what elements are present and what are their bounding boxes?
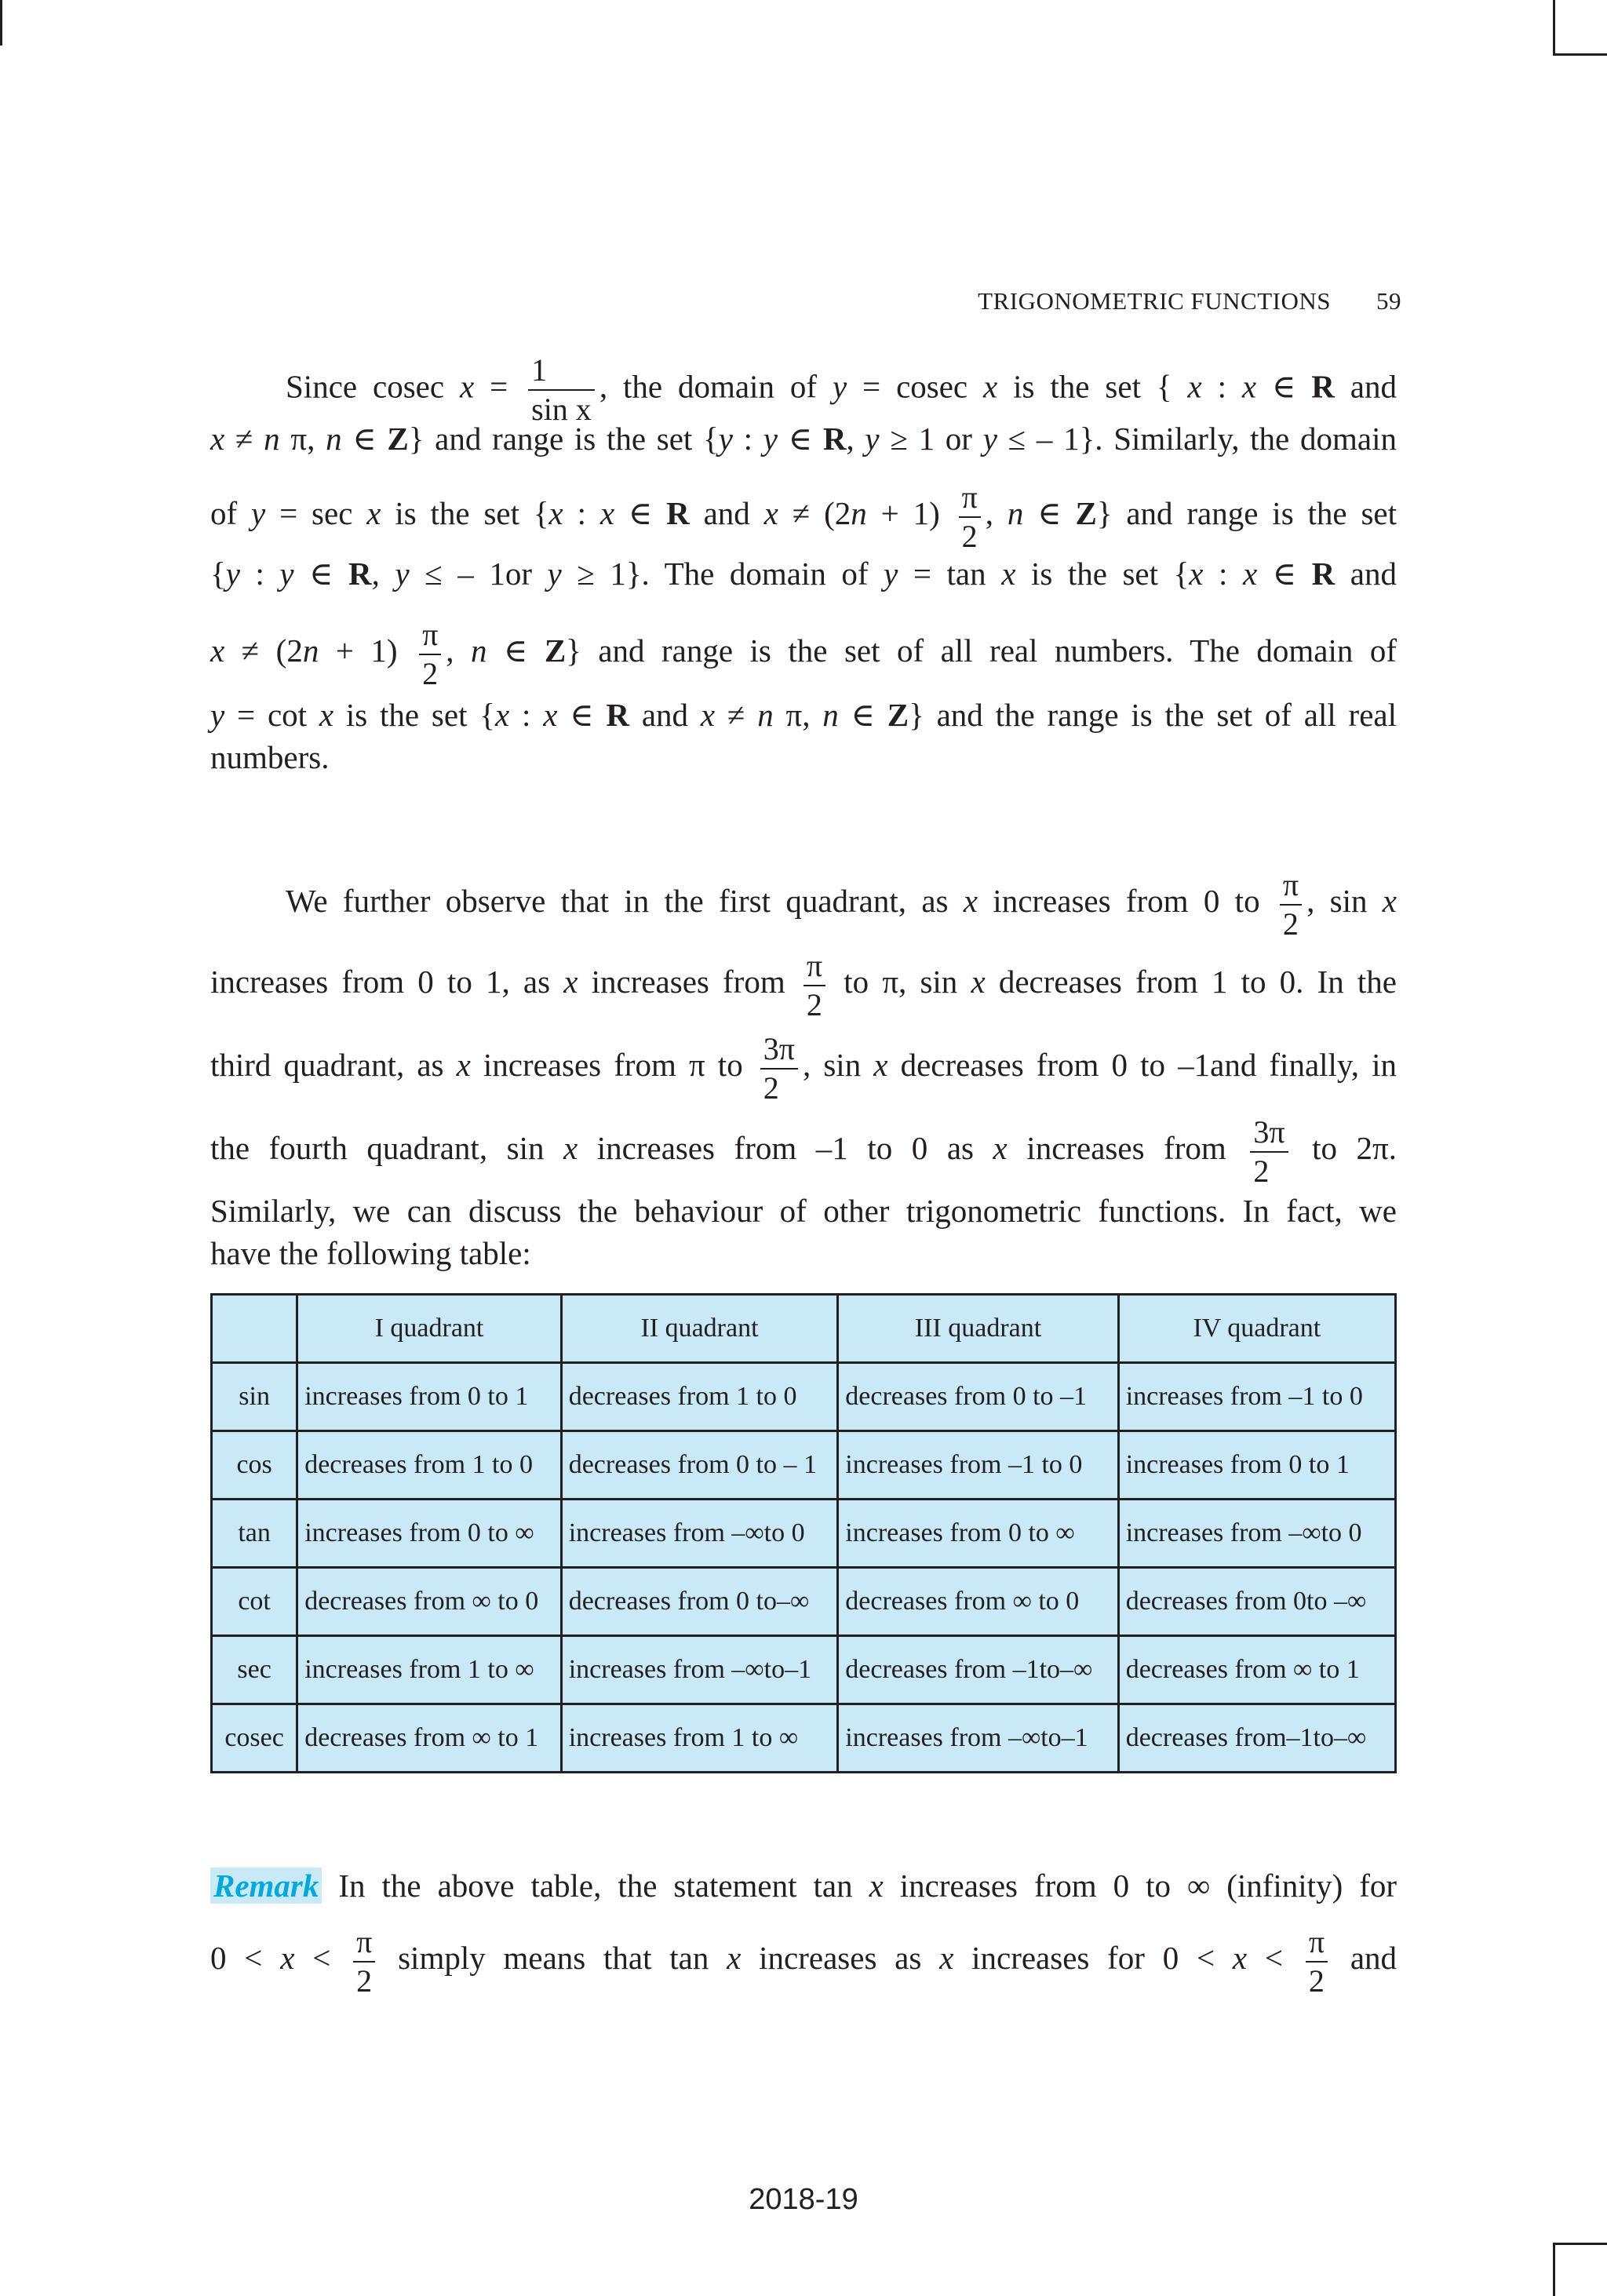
text-line: numbers. <box>210 739 330 775</box>
fraction-pi-over-2: $\frac{\pi}{2}$ <box>419 619 441 690</box>
table-cell: increases from 0 to 1 <box>297 1363 562 1431</box>
text-line: of y = sec x is the set {x : x ∈ R and x ≠ (2n + 1) $\frac{\pi}{2}$ , n ∈ Z} and range is the set <box>210 479 1397 554</box>
text-line: y = cot x is the set {x : x ∈ R and x ≠ n π, n ∈ Z} and the range is the set of all real <box>210 697 1397 733</box>
table-cell: increases from –∞to 0 <box>1118 1500 1395 1568</box>
table-cell: decreases from ∞ to 1 <box>297 1704 562 1773</box>
running-header <box>978 287 1401 315</box>
table-cell: increases from –1 to 0 <box>1118 1363 1395 1431</box>
crop-mark-top-right-horizontal <box>1553 53 1607 56</box>
function-name-cell: sin <box>212 1363 297 1431</box>
text-line: x ≠ n π, n ∈ Z} and range is the set {y : y ∈ R, y ≥ 1 or y ≤ – 1}. Similarly, the domain <box>210 421 1397 457</box>
text-line: {y : y ∈ R, y ≤ – 1or y ≥ 1}. The domain of y = tan x is the set {x : x ∈ R and <box>210 556 1397 592</box>
table-cell: decreases from ∞ to 0 <box>297 1568 562 1636</box>
table-header-cell <box>212 1295 297 1363</box>
crop-mark-bottom-right-horizontal <box>1553 2243 1607 2245</box>
table-header-cell: IV quadrant <box>1118 1295 1395 1363</box>
footer-year: 2018-19 <box>749 2183 858 2216</box>
table-row <box>212 1636 1396 1704</box>
text-line: Remark In the above table, the statement tan x increases from 0 to ∞ (infinity) for <box>210 1864 1397 1907</box>
table-cell: increases from –∞to 0 <box>561 1500 838 1568</box>
function-name-cell: cos <box>212 1431 297 1500</box>
table-cell: increases from 0 to ∞ <box>297 1500 562 1568</box>
table-header-row <box>212 1295 1396 1363</box>
text-line: x ≠ (2n + 1) $\frac{\pi}{2}$ , n ∈ Z} and range is the set of all real numbers. The domain of <box>210 616 1397 691</box>
chapter-title: TRIGONOMETRIC FUNCTIONS <box>978 287 1331 315</box>
function-name-cell: cot <box>212 1568 297 1636</box>
function-name-cell: cosec <box>212 1704 297 1773</box>
table-cell: decreases from ∞ to 0 <box>838 1568 1118 1636</box>
page-number: 59 <box>1376 287 1401 315</box>
table-cell: increases from –∞to–1 <box>838 1704 1118 1773</box>
function-name-cell: tan <box>212 1500 297 1568</box>
fraction-pi-over-2: $\frac{\pi}{2}$ <box>959 482 981 552</box>
crop-mark-top-left <box>0 0 2 46</box>
quadrant-behaviour-table <box>210 1293 1397 1773</box>
table-row <box>212 1431 1396 1500</box>
text-line: 0 < x < $\frac{\pi}{2}$ simply means that tan x increases as x increases for 0 < x < $\frac{\pi}{2}$ and <box>210 1923 1397 1999</box>
fraction-pi-over-2: $\frac{\pi}{2}$ <box>353 1926 375 1997</box>
table-cell: decreases from 0to –∞ <box>1118 1568 1395 1636</box>
table-header-cell: III quadrant <box>838 1295 1118 1363</box>
text-line: Similarly, we can discuss the behaviour of other trigonometric functions. In fact, we <box>210 1193 1397 1229</box>
paragraph-domains <box>210 352 1397 778</box>
table-cell: decreases from–1to–∞ <box>1118 1704 1395 1773</box>
table-cell: decreases from 0 to –1 <box>838 1363 1118 1431</box>
fraction-pi-over-2: $\frac{\pi}{2}$ <box>1280 869 1302 940</box>
crop-mark-bottom-right-vertical <box>1553 2243 1555 2296</box>
text-line: increases from 0 to 1, as x increases from $\frac{\pi}{2}$ to π, sin x decreases from 1 to 0. In the <box>210 947 1397 1022</box>
text-line: the fourth quadrant, sin x increases from –1 to 0 as x increases from $\frac{3\pi}{2}$ to 2π. <box>210 1113 1397 1189</box>
fraction-pi-over-2: $\frac{\pi}{2}$ <box>1306 1926 1328 1997</box>
table-row <box>212 1363 1396 1431</box>
fraction-1-over-sinx: $\frac{1}{\text{sin x}}$ <box>528 355 595 425</box>
text-line: We further observe that in the first quadrant, as x increases from 0 to $\frac{\pi}{2}$ , sin x <box>286 866 1397 942</box>
paragraph-sine-behaviour <box>210 862 1397 1274</box>
table-cell: increases from –∞to–1 <box>561 1636 838 1704</box>
text-line: Since cosec x = $\frac{1}{\text{sin x}}$ , the domain of y = cosec x is the set { x : x ∈ R and <box>286 352 1397 427</box>
table-row <box>212 1568 1396 1636</box>
function-name-cell: sec <box>212 1636 297 1704</box>
table-header-cell: I quadrant <box>297 1295 562 1363</box>
table-cell: increases from 1 to ∞ <box>297 1636 562 1704</box>
table-cell: increases from 0 to 1 <box>1118 1431 1395 1500</box>
crop-mark-top-right-vertical <box>1553 0 1555 55</box>
table-cell: decreases from ∞ to 1 <box>1118 1636 1395 1704</box>
remark-paragraph <box>210 1864 1397 2009</box>
table-cell: increases from –1 to 0 <box>838 1431 1118 1500</box>
table-header-cell: II quadrant <box>561 1295 838 1363</box>
text-line: have the following table: <box>210 1235 531 1271</box>
table-cell: increases from 1 to ∞ <box>561 1704 838 1773</box>
fraction-3pi-over-2: $\frac{3\pi}{2}$ <box>1250 1117 1288 1187</box>
table-cell: increases from 0 to ∞ <box>838 1500 1118 1568</box>
fraction-pi-over-2: $\frac{\pi}{2}$ <box>804 950 825 1021</box>
table-cell: decreases from 0 to – 1 <box>561 1431 838 1500</box>
table-row <box>212 1704 1396 1773</box>
fraction-3pi-over-2: $\frac{3\pi}{2}$ <box>760 1033 798 1104</box>
text-line: third quadrant, as x increases from π to $\frac{3\pi}{2}$ , sin x decreases from 0 to –1and finally, in <box>210 1030 1397 1106</box>
table-cell: decreases from 0 to–∞ <box>561 1568 838 1636</box>
table-row <box>212 1500 1396 1568</box>
table-cell: decreases from 1 to 0 <box>561 1363 838 1431</box>
table-cell: decreases from 1 to 0 <box>297 1431 562 1500</box>
remark-label: Remark <box>210 1868 322 1904</box>
table-cell: decreases from –1to–∞ <box>838 1636 1118 1704</box>
